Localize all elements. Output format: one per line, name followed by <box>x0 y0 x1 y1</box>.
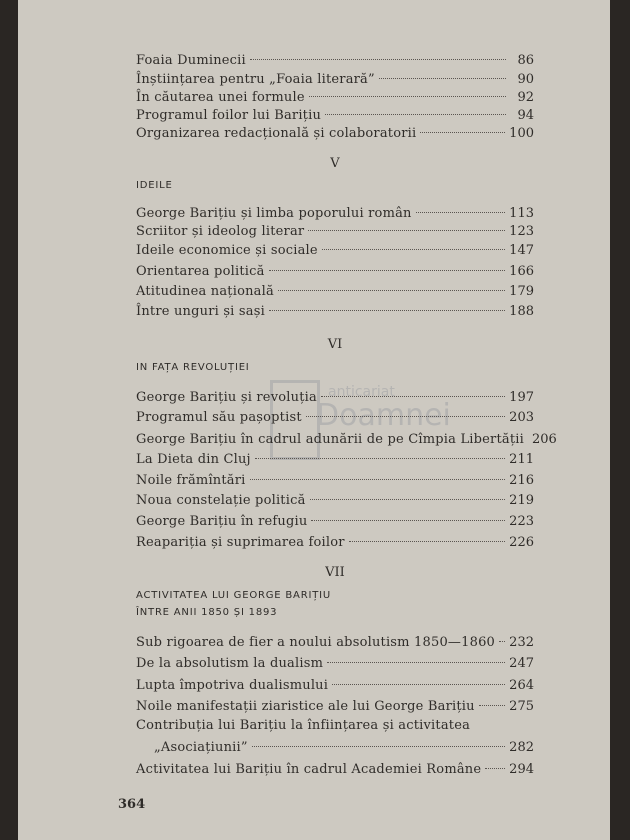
toc-title: Ideile economice și sociale <box>136 243 318 258</box>
toc-page: 203 <box>509 410 534 425</box>
toc-entry <box>136 282 534 302</box>
toc-title: Sub rigoarea de fier a noului absolutism 1850—1860 <box>136 635 496 650</box>
toc-page: 188 <box>509 304 534 319</box>
toc-page: 100 <box>509 126 534 141</box>
section-number: VI <box>327 337 343 352</box>
toc-title: De la absolutism la dualism <box>136 656 324 671</box>
toc-page: 294 <box>509 762 534 777</box>
toc-page: 275 <box>509 699 534 714</box>
section-number: V <box>330 156 340 171</box>
toc-entry <box>136 204 534 224</box>
page-number: 364 <box>118 797 146 812</box>
toc-page: 179 <box>509 284 534 299</box>
toc-entry <box>136 51 534 71</box>
toc-page: 147 <box>509 243 534 258</box>
toc-page: 211 <box>509 452 534 467</box>
toc-title: Atitudinea națională <box>136 284 274 299</box>
section-number: VII <box>325 565 345 580</box>
toc-entry <box>136 533 534 553</box>
toc-entry <box>136 106 534 126</box>
toc-title: Orientarea politică <box>136 264 265 279</box>
toc-page: 113 <box>509 206 534 221</box>
section-heading: IDEILE <box>136 180 173 191</box>
toc-page: 264 <box>509 678 534 693</box>
toc-title: Noile manifestații ziaristice ale lui George Barițiu <box>136 699 475 714</box>
toc-entry <box>136 124 534 144</box>
toc-entry <box>136 241 534 261</box>
toc-page: 232 <box>509 635 534 650</box>
toc-title: Înștiințarea pentru „Foaia literară” <box>136 72 375 87</box>
toc-entry <box>136 654 534 674</box>
toc-title: Activitatea lui Barițiu în cadrul Academiei Române <box>136 762 482 777</box>
toc-entry <box>136 676 534 696</box>
toc-entry <box>136 491 534 511</box>
toc-title: În căutarea unei formule <box>136 90 305 105</box>
toc-title: George Barițiu în refugiu <box>136 514 308 529</box>
toc-title: Foaia Duminecii <box>136 53 246 68</box>
toc-entry <box>136 88 534 108</box>
section-heading: ACTIVITATEA LUI GEORGE BARIȚIU <box>136 590 331 601</box>
toc-title: Programul foilor lui Barițiu <box>136 108 322 123</box>
toc-title: George Barițiu și revoluția <box>136 390 317 405</box>
toc-entry <box>136 302 534 322</box>
toc-title: Reapariția și suprimarea foilor <box>136 535 345 550</box>
toc-entry <box>136 262 534 282</box>
toc-page: 166 <box>509 264 534 279</box>
toc-title: Noua constelație politică <box>136 493 306 508</box>
toc-entry-continued <box>136 738 534 758</box>
toc-page: 219 <box>509 493 534 508</box>
toc-entry <box>136 512 534 532</box>
section-heading: IN FAȚA REVOLUȚIEI <box>136 362 250 373</box>
toc-title: Organizarea redacțională și colaboratorii <box>136 126 417 141</box>
toc-title: La Dieta din Cluj <box>136 452 251 467</box>
watermark-line1: anticariat <box>328 384 395 400</box>
toc-entry <box>136 450 534 470</box>
toc-entry <box>136 697 534 717</box>
toc-page: 86 <box>517 53 534 68</box>
book-page <box>18 0 610 840</box>
toc-entry <box>136 222 534 242</box>
toc-page: 90 <box>517 72 534 87</box>
toc-page: 94 <box>517 108 534 123</box>
toc-title: Lupta împotriva dualismului <box>136 678 329 693</box>
toc-title: Între unguri și sași <box>136 304 265 319</box>
toc-title: Scriitor și ideolog literar <box>136 224 305 239</box>
watermark-line2: Doamnei <box>316 398 451 433</box>
toc-title: Noile frămîntări <box>136 473 246 488</box>
toc-page: 223 <box>509 514 534 529</box>
toc-page: 92 <box>517 90 534 105</box>
toc-entry <box>136 388 534 408</box>
toc-entry <box>136 471 534 491</box>
toc-page: 206 <box>531 432 557 447</box>
toc-entry <box>136 430 557 450</box>
toc-entry <box>136 70 534 90</box>
toc-page: 197 <box>509 390 534 405</box>
toc-entry <box>136 760 534 780</box>
toc-entry <box>136 716 534 736</box>
toc-title: George Barițiu în cadrul adunării de pe Cîmpia Libertății <box>136 432 524 447</box>
toc-page: 282 <box>509 740 534 755</box>
toc-title: Contribuția lui Barițiu la înființarea și activitatea <box>136 718 471 733</box>
toc-page: 123 <box>509 224 534 239</box>
toc-page: 226 <box>509 535 534 550</box>
toc-title: „Asociațiunii” <box>154 740 248 755</box>
section-heading-line2: ÎNTRE ANII 1850 ȘI 1893 <box>136 607 278 618</box>
toc-title: Programul său pașoptist <box>136 410 302 425</box>
toc-entry <box>136 633 534 653</box>
toc-entry <box>136 408 534 428</box>
toc-page: 216 <box>509 473 534 488</box>
toc-page: 247 <box>509 656 534 671</box>
toc-title: George Barițiu și limba poporului român <box>136 206 412 221</box>
